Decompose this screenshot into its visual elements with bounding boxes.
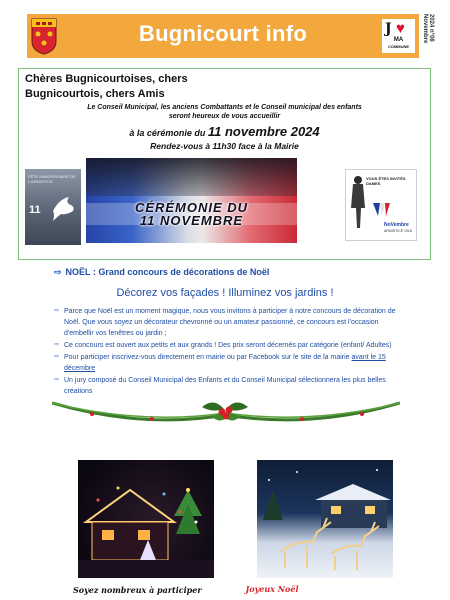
arrow-right-icon: ⇨ [54,354,60,360]
registration-deadline: avant le 15 décembre [64,354,386,372]
edition-month: Novembre [422,14,428,44]
decorated-house-photo [78,460,214,578]
arrow-right-icon: ⇨ [54,377,60,383]
holly-garland-icon [52,395,400,429]
armistice-poster-right: VOUS ÊTES INVITÉS DAMES NoVembre ARMISTICE 1918 [345,169,417,241]
armistice-poster-left: FÊTE ANNIVERSAIRE DE L'ARMISTICE 11 [25,169,81,245]
list-item: ⇨ Un jury composé du Conseil Municipal des Enfants et du Conseil Municipal sélectionnera les plus belles créations [54,377,386,395]
greeting-line-2: Bugnicourtois, chers Amis [25,88,165,100]
meeting-point: Rendez-vous à 11h30 face à la Mairie [150,141,299,151]
ceremony-date: à la cérémonie du 11 novembre 2024 [129,124,320,139]
ceremony-announcement [18,68,431,260]
joyeux-noel-badge: Joyeux Noël [245,584,299,594]
arrow-right-icon: ⇨ [54,308,60,314]
reindeer-decoration-photo [257,460,393,578]
banner-line-2: 11 NOVEMBRE [139,213,244,228]
arrow-right-icon: ⇨ [54,342,60,348]
intro-line-2: seront heureux de vous accueillir [168,113,281,120]
noel-heading: ⇨ NOËL : Grand concours de décorations de Noël [54,267,270,277]
list-item: ⇨ Pour participer inscrivez-vous directement en mairie ou par Facebook sur le site de la mairie avant le 15 décembre [54,354,386,372]
list-item: ⇨ Parce que Noël est un moment magique, nous vous invitons à participer à notre concours de décoration de Noël. Que vous soyez un décorateur chevronné ou un amateur passionné, ce concours est l'occasion d'embellir vos fenêtres ou jardin ; [54,308,396,337]
noel-slogan: Décorez vos façades ! Illuminez vos jardins ! [116,287,334,299]
header-bar [27,14,419,58]
jaime-ma-commune-logo: J ♥ MA COMMUNE [382,19,415,53]
edition-label [422,14,434,64]
ceremony-banner [86,158,297,243]
french-flag-icon [372,200,390,218]
noel-bullet-list [54,306,410,398]
banner-line-1: CÉRÉMONIE DU [134,200,249,215]
arrow-right-icon: ⇨ [54,267,62,277]
edition-number: 2024 n°08 [428,14,434,42]
newsletter-title: Bugnicourt info [138,21,308,46]
participate-caption: Soyez nombreux à participer [73,585,202,595]
intro-line-1: Le Conseil Municipal, les anciens Combattants et le Conseil municipal des enfants [87,104,362,111]
greeting-line-1: Chères Bugnicourtoises, chers [25,73,188,85]
heart-icon: ♥ [396,20,405,37]
soldier-icon [349,174,367,230]
dove-icon [49,193,77,223]
list-item: ⇨ Ce concours est ouvert aux petits et aux grands ! Des prix seront décernés par catégorie (enfant/ Adultes) [54,342,392,349]
